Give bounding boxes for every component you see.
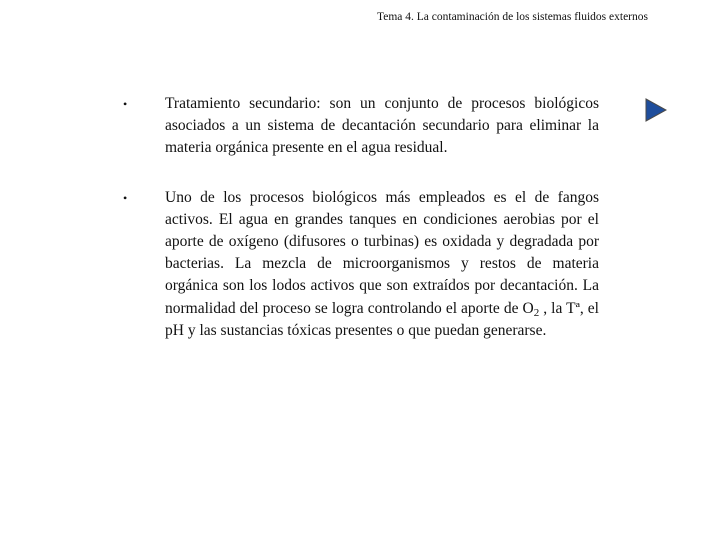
page-header: Tema 4. La contaminación de los sistemas fluidos externos (377, 11, 648, 23)
bullet-list (123, 93, 599, 342)
subscript-text: 2 (533, 306, 540, 319)
next-slide-button[interactable] (645, 98, 667, 122)
bullet-text-part: Uno de los procesos biológicos más empleados es el de fangos activos. El agua en grandes tanques en condiciones aerobias por el aporte de oxígeno (difusores o turbinas) es oxidada y degradada por bacterias. La mezcla de microorganismos y restos de materia orgánica son los lodos activos que son extraídos por decantación. La normalidad del proceso se logra controlando el aporte de O (165, 188, 599, 317)
bullet-item (123, 93, 599, 160)
bullet-text: Tratamiento secundario: son un conjunto de procesos biológicos asociados a un sistema de decantación secundario para eliminar la materia orgánica presente en el agua residual. (165, 95, 599, 157)
bullet-item (123, 187, 599, 342)
bullet-marker: • (123, 97, 128, 111)
bullet-text-part: , la Tª, el pH y las sustancias tóxicas presentes o que puedan generarse. (165, 299, 599, 339)
play-triangle-icon (645, 98, 667, 122)
bullet-marker: • (123, 190, 128, 205)
